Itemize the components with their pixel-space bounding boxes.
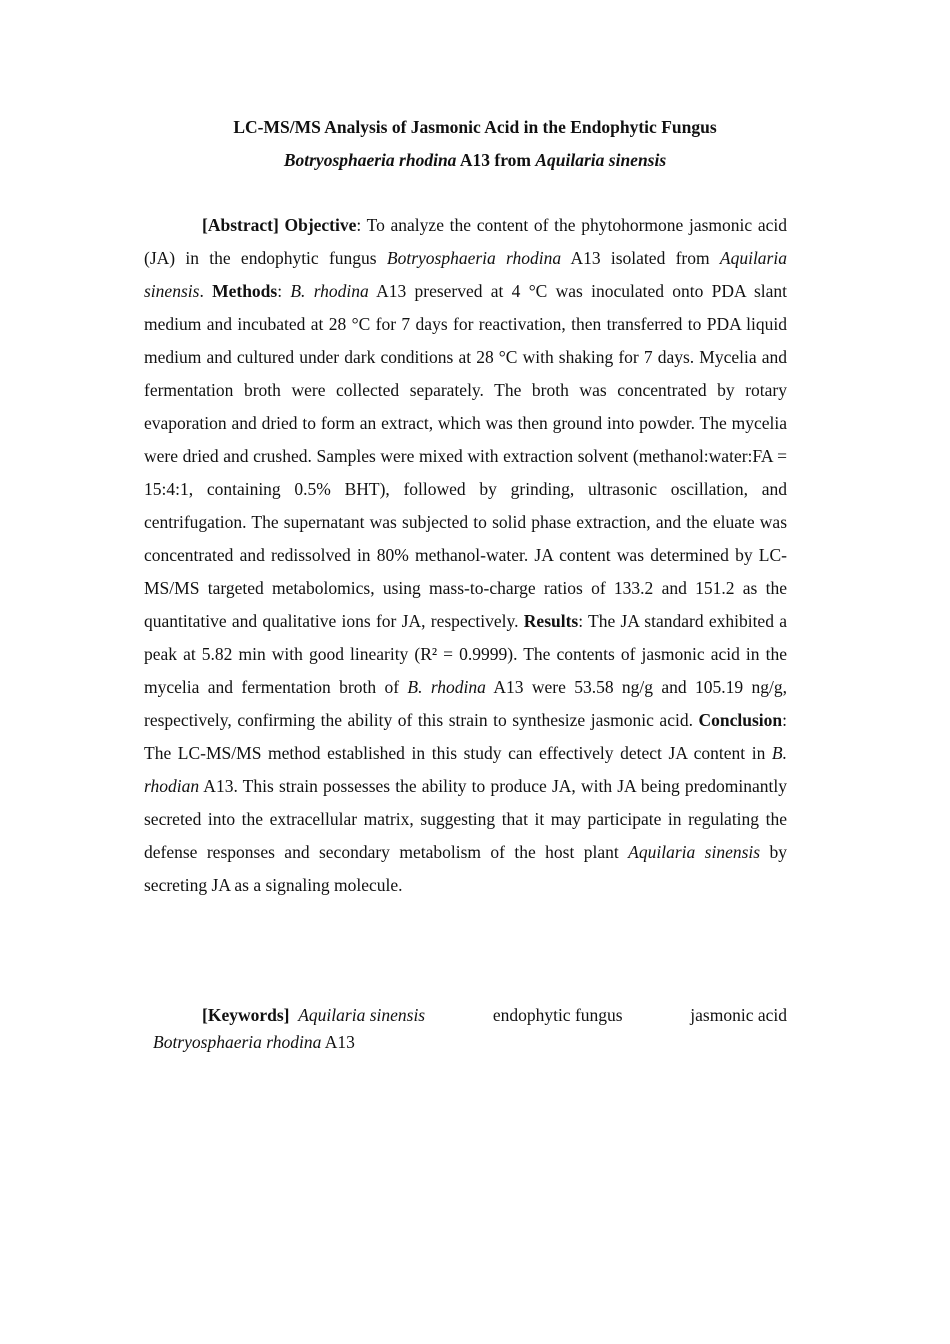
methods-text-a: : xyxy=(277,281,291,301)
methods-label: Methods xyxy=(212,281,278,301)
keywords-section xyxy=(144,1002,787,1056)
keyword-item: endophytic fungus xyxy=(492,1005,623,1025)
keywords-line-2 xyxy=(144,1029,787,1056)
abstract-label: [Abstract] xyxy=(202,215,279,235)
keyword-item: Aquilaria sinensis xyxy=(298,1005,426,1025)
objective-text-c: . xyxy=(199,281,213,301)
title-species: Botryosphaeria rhodina xyxy=(283,150,457,170)
objective-text-b: A13 isolated from xyxy=(561,248,720,268)
keywords-lead xyxy=(202,1002,425,1029)
title-line-1 xyxy=(0,111,950,144)
keyword-item-strain: A13 xyxy=(321,1032,355,1052)
conclusion-host: Aquilaria sinensis xyxy=(628,842,761,862)
objective-label: Objective xyxy=(284,215,357,235)
results-text-b: A13 were 53.58 ng/g and 105.19 ng/g, respectively, confirming the ability of this strain to synthesize jasmonic acid. xyxy=(144,677,788,730)
conclusion-species: B. rhodian xyxy=(144,743,787,796)
objective-text-a: : To analyze the content of the phytohormone jasmonic acid (JA) in the endophytic fungus xyxy=(144,215,788,268)
keywords-line-1 xyxy=(144,1002,787,1029)
keyword-item-species: Botryosphaeria rhodina xyxy=(153,1032,322,1052)
objective-host: Aquilaria sinensis xyxy=(144,248,787,301)
methods-species: B. rhodina xyxy=(290,281,369,301)
objective-species: Botryosphaeria rhodina xyxy=(386,248,562,268)
keyword-item: jasmonic acid xyxy=(690,1005,787,1025)
abstract-paragraph xyxy=(144,209,787,902)
results-label: Results xyxy=(523,611,579,631)
title-text: LC-MS/MS Analysis of Jasmonic Acid in the Endophytic Fungus xyxy=(233,117,717,137)
conclusion-text-a: : The LC-MS/MS method established in this study can effectively detect JA content in xyxy=(144,710,787,763)
keywords-label: [Keywords] xyxy=(202,1005,290,1025)
title-host: Aquilaria sinensis xyxy=(535,150,667,170)
results-species: B. rhodina xyxy=(407,677,486,697)
title-line-2 xyxy=(0,144,950,177)
results-text-a: : The JA standard exhibited a peak at 5.82 min with good linearity (R² = 0.9999). The contents of jasmonic acid in the mycelia and fermentation broth of xyxy=(144,611,787,697)
methods-text-b: A13 preserved at 4 °C was inoculated onto PDA slant medium and incubated at 28 °C for 7 days for reactivation, then transferred to PDA liquid medium and cultured under dark conditions at 28 °C with shaking for 7 days. Mycelia and fermentation broth were collected separately. The broth was concentrated by rotary evaporation and dried to form an extract, which was then ground into powder. The mycelia were dried and crushed. Samples were mixed with extraction solvent (methanol:water:FA = 15:4:1, containing 0.5% BHT), followed by grinding, ultrasonic oscillation, and centrifugation. The supernatant was subjected to solid phase extraction, and the eluate was concentrated and redissolved in 80% methanol-water. JA content was determined by LC-MS/MS targeted metabolomics, using mass-to-charge ratios of 133.2 and 151.2 as the quantitative and qualitative ions for JA, respectively. xyxy=(144,281,787,631)
conclusion-text-c: by secreting JA as a signaling molecule. xyxy=(144,842,788,895)
conclusion-label: Conclusion xyxy=(698,710,783,730)
title-strain: A13 from xyxy=(456,150,536,170)
conclusion-text-b: A13. This strain possesses the ability to produce JA, with JA being predominantly secreted into the extracellular matrix, suggesting that it may participate in regulating the defense responses and secondary metabolism of the host plant xyxy=(144,776,787,862)
